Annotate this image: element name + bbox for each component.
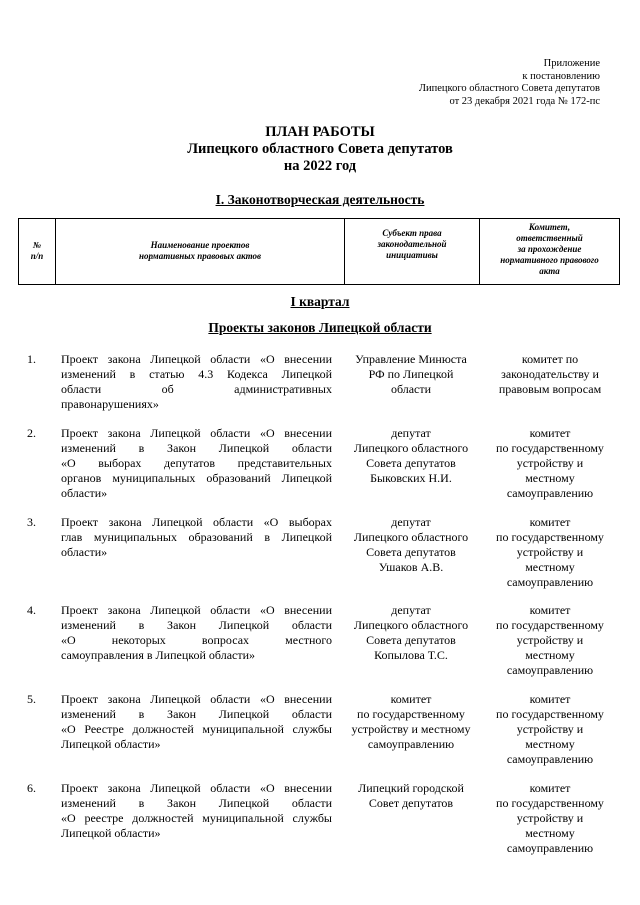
- row-number: 2.: [27, 426, 36, 440]
- header-name: Наименование проектов нормативных правовых актов: [138, 240, 261, 261]
- appendix-line: к постановлению: [522, 70, 600, 82]
- row-committee: комитет по государственному устройству и местному самоуправлению: [496, 515, 604, 589]
- document-subtitle: Липецкого областного Совета депутатов: [187, 141, 453, 157]
- row-name: Проект закона Липецкой области «О выборах глав муниципальных образований в Липецкой области»: [61, 515, 332, 559]
- row-subject: Липецкий городской Совет депутатов: [358, 781, 464, 810]
- appendix-line: Липецкого областного Совета депутатов: [418, 83, 600, 94]
- row-subject: депутат Липецкого областного Совета депутатов Ушаков А.В.: [353, 515, 469, 574]
- table-bottom-border: [18, 284, 620, 285]
- row-committee: комитет по законодательству и правовым вопросам: [498, 352, 602, 396]
- row-number: 6.: [27, 781, 36, 795]
- row-subject: Управление Минюста РФ по Липецкой области: [355, 352, 467, 396]
- header-committee: Комитет, ответственный за прохождение нормативного правового акта: [500, 222, 599, 276]
- row-name: Проект закона Липецкой области «О внесении изменений в статью 4.3 Кодекса Липецкой области об административных правонарушениях»: [61, 352, 332, 411]
- subsection-heading: Проекты законов Липецкой области: [208, 320, 432, 335]
- section-heading: I. Законотворческая деятельность: [215, 192, 425, 207]
- row-committee: комитет по государственному устройству и местному самоуправлению: [496, 426, 604, 500]
- row-committee: комитет по государственному устройству и местному самоуправлению: [496, 781, 604, 855]
- header-subject: Субъект права законодательной инициативы: [377, 228, 447, 260]
- appendix-line: от 23 декабря 2021 года № 172-пс: [449, 95, 600, 107]
- row-name: Проект закона Липецкой области «О внесении изменений в Закон Липецкой области «О Реестре должностей муниципальной службы Липецкой области»: [61, 692, 332, 751]
- document-year: на 2022 год: [283, 158, 357, 174]
- row-subject: депутат Липецкого областного Совета депутатов Копылова Т.С.: [353, 603, 469, 662]
- row-number: 4.: [27, 603, 36, 617]
- document-title: ПЛАН РАБОТЫ: [265, 124, 375, 140]
- appendix-note: [340, 58, 600, 108]
- row-number: 1.: [27, 352, 36, 366]
- row-name: Проект закона Липецкой области «О внесении изменений в Закон Липецкой области «О выборах депутатов представительных органов муниципальных образований Липецкой области»: [61, 426, 332, 500]
- row-committee: комитет по государственному устройству и местному самоуправлению: [496, 603, 604, 677]
- quarter-heading: I квартал: [290, 294, 350, 309]
- appendix-line: Приложение: [543, 58, 600, 69]
- row-subject: депутат Липецкого областного Совета депутатов Быковских Н.И.: [353, 426, 469, 485]
- row-subject: комитет по государственному устройству и местному самоуправлению: [351, 692, 471, 751]
- row-name: Проект закона Липецкой области «О внесении изменений в Закон Липецкой области «О некоторых вопросах местного самоуправления в Липецкой области»: [61, 603, 332, 662]
- table-divider: [619, 218, 620, 284]
- row-name: Проект закона Липецкой области «О внесении изменений в Закон Липецкой области «О реестре должностей муниципальной службы Липецкой области»: [61, 781, 332, 840]
- header-num: № п/п: [30, 240, 44, 261]
- row-committee: комитет по государственному устройству и местному самоуправлению: [496, 692, 604, 766]
- row-number: 3.: [27, 515, 36, 529]
- row-number: 5.: [27, 692, 36, 706]
